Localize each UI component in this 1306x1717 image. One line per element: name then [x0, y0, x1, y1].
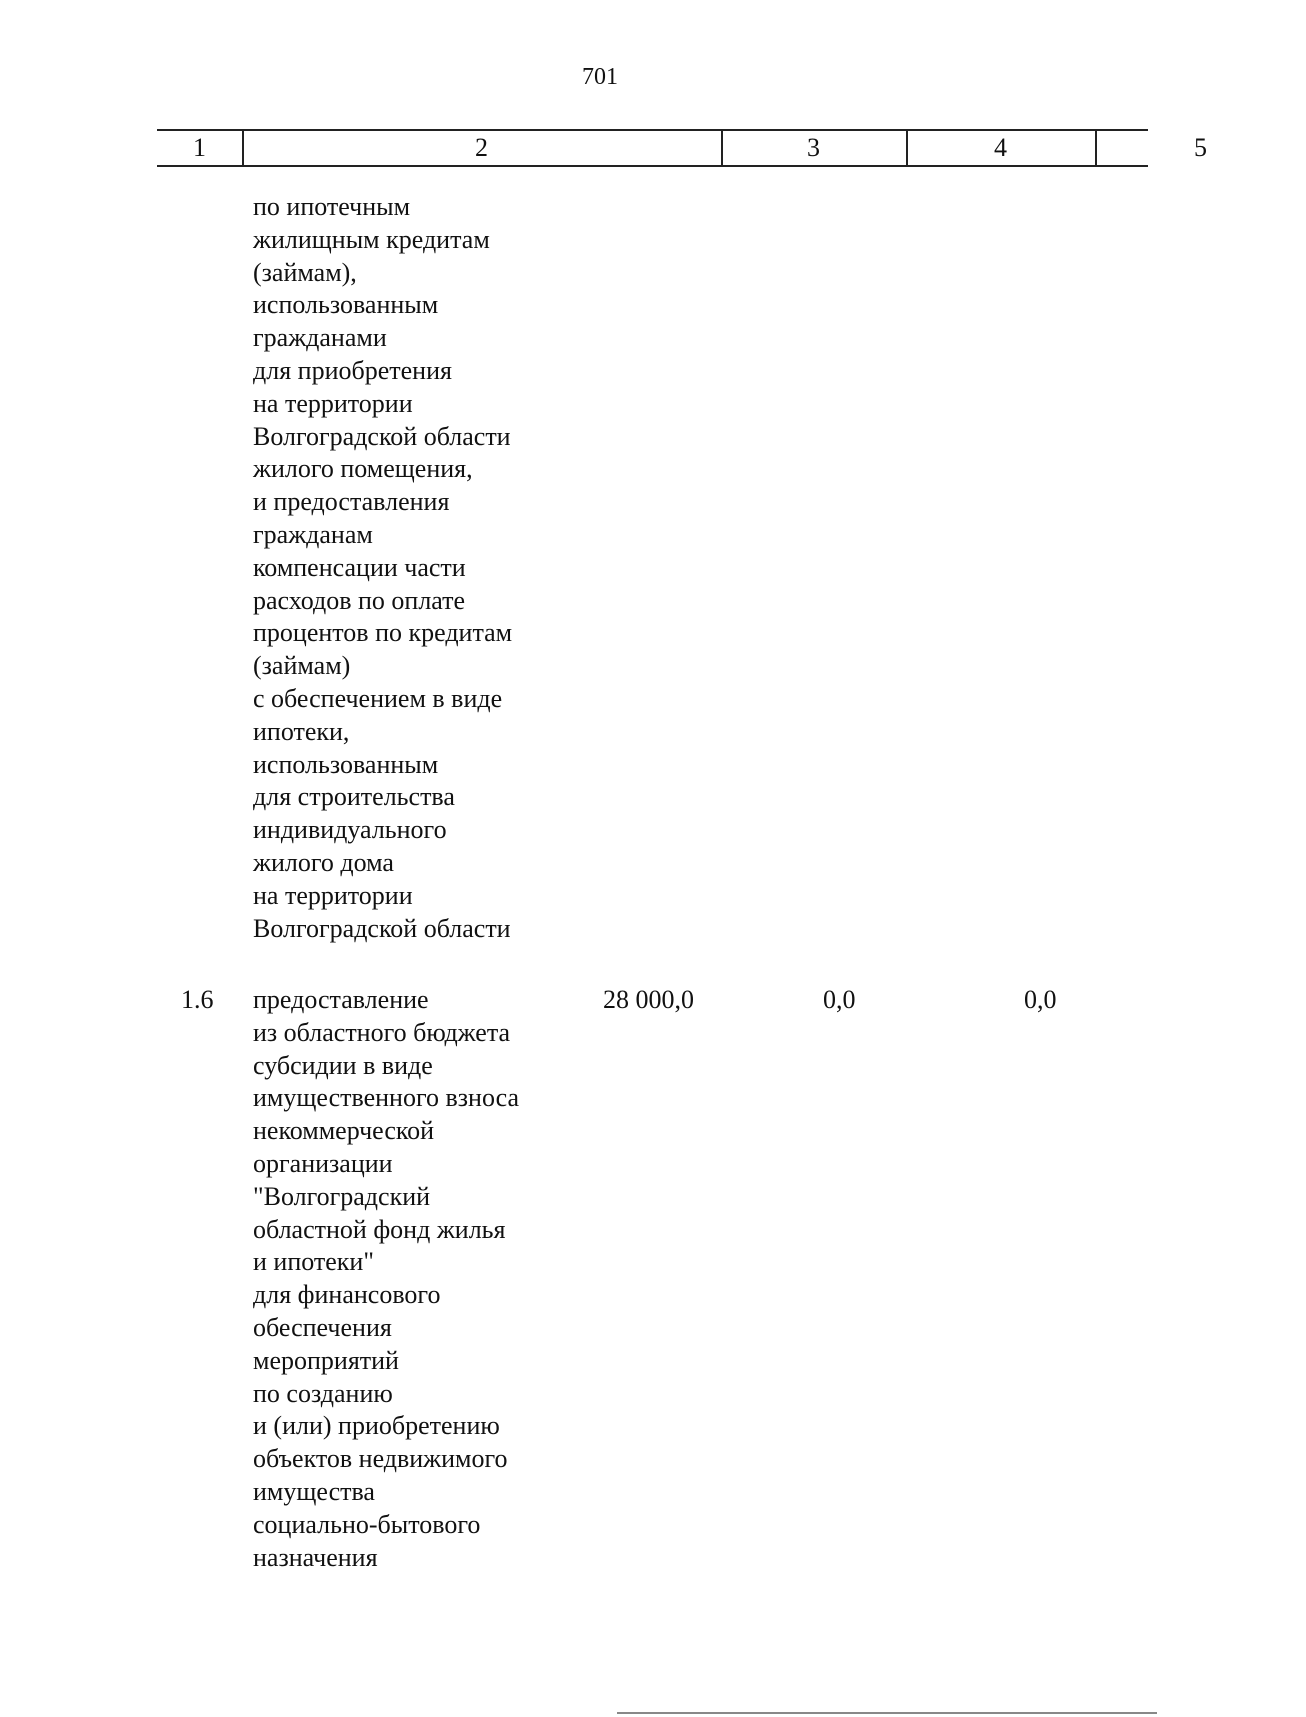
text-line: обеспечения: [253, 1312, 392, 1342]
text-line: Волгоградской области: [253, 913, 511, 943]
text-line: субсидии в виде: [253, 1050, 433, 1080]
text-line: объектов недвижимого: [253, 1444, 508, 1474]
text-line: компенсации части: [253, 552, 466, 582]
text-line: для строительства: [253, 782, 455, 812]
text-line: индивидуального: [253, 815, 447, 845]
text-line: областной фонд жилья: [253, 1214, 506, 1244]
table-header-row: [157, 129, 1207, 167]
text-line: организации: [253, 1148, 393, 1178]
text-line: "Волгоградский: [253, 1181, 431, 1211]
text-line: предоставление: [253, 985, 429, 1014]
continued-description: [253, 191, 512, 945]
table-header-col-2: 2: [475, 133, 488, 162]
text-line: гражданам: [253, 519, 373, 549]
table-header-col-4: 4: [994, 133, 1007, 162]
text-line: имущественного взноса: [253, 1083, 519, 1113]
text-line: мероприятий: [253, 1345, 399, 1375]
text-line: из областного бюджета: [253, 1017, 511, 1047]
text-line: жилого дома: [253, 847, 394, 877]
text-line: использованным: [253, 749, 439, 779]
row-col4-value: 0,0: [823, 985, 856, 1014]
text-line: некоммерческой: [253, 1116, 435, 1146]
text-line: Волгоградской области: [253, 421, 511, 451]
text-line: жилищным кредитам: [253, 224, 490, 254]
text-line: имущества: [253, 1476, 375, 1506]
text-line: и (или) приобретению: [253, 1411, 500, 1441]
row-col5-value: 0,0: [1024, 985, 1057, 1014]
text-line: жилого помещения,: [253, 454, 473, 484]
text-line: ипотеки,: [253, 716, 350, 746]
table-header-col-3: 3: [807, 133, 820, 162]
text-line: процентов по кредитам: [253, 618, 513, 648]
text-line: (займам),: [253, 257, 357, 287]
text-line: использованным: [253, 290, 439, 320]
text-line: для финансового: [253, 1280, 441, 1310]
text-line: по ипотечным: [253, 192, 411, 221]
text-line: назначения: [253, 1542, 378, 1572]
bottom-edge-line: [617, 1712, 1157, 1714]
text-line: с обеспечением в виде: [253, 683, 503, 713]
table-header-col-5: 5: [1194, 133, 1207, 162]
text-line: социально-бытового: [253, 1509, 481, 1539]
table-header-col-1: 1: [193, 133, 206, 162]
row-description: [253, 984, 519, 1574]
text-line: для приобретения: [253, 355, 452, 385]
text-line: по созданию: [253, 1378, 393, 1408]
text-line: и предоставления: [253, 487, 450, 517]
text-line: расходов по оплате: [253, 585, 466, 615]
row-number: 1.6: [181, 985, 214, 1014]
text-line: на территории: [253, 880, 413, 910]
row-col3-value: 28 000,0: [603, 985, 694, 1014]
text-line: и ипотеки": [253, 1247, 374, 1277]
page-number: 701: [582, 64, 618, 90]
text-line: (займам): [253, 651, 351, 681]
text-line: на территории: [253, 388, 413, 418]
text-line: гражданами: [253, 323, 387, 353]
